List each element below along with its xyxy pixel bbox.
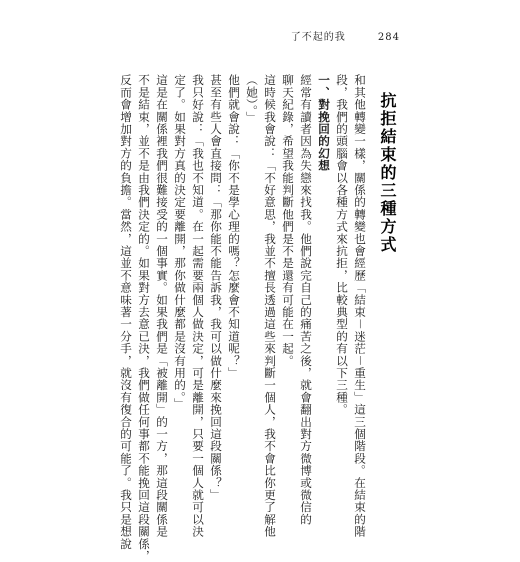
section-heading: 一、對挽回的幻想 bbox=[317, 74, 331, 172]
text-column: 不是結束，並不是由我們決定的。如果對方去意已決，我們做任何事都不能挽回這段關係， bbox=[137, 74, 151, 562]
text-column: 甚至有些人會直接問：「那你能不能告訴我，我可以做什麼來挽回這段關係？」 bbox=[209, 74, 223, 501]
book-title: 了不起的我 bbox=[290, 32, 346, 43]
text-column: 我只好說：「我也不知道。在一起需要兩個人做決定，可是離開，只要一個人就可以決 bbox=[191, 74, 205, 538]
page-number: 284 bbox=[377, 32, 400, 43]
running-header bbox=[291, 28, 400, 43]
text-column: 這是在關係裡我們很難接受的一個事實。如果我們是「被離開」的一方，那這段關係是 bbox=[155, 74, 169, 538]
text-column: 經常有讀者因為失戀來找我。他們說完自己的痛苦之後，就會翻出對方微博或微信的 bbox=[299, 74, 313, 526]
text-column: 和其他轉變一樣，關係的轉變也會經歷「結束－迷茫－重生」這三個階段。在結束的階 bbox=[353, 74, 367, 538]
text-column: 反而會增加對方的負擔。當然，這並不意味著一分手，就沒有復合的可能了。我只是想說 bbox=[119, 74, 133, 550]
text-column: 定了。如果對方真的決定要離開，那你做什麼都是沒有用的。」 bbox=[173, 74, 187, 410]
text-column: 這時候我會說：「不好意思，我並不擅長透過這些來判斷一個人，我不會比你更了解他 bbox=[263, 74, 277, 538]
chapter-title: 抗拒結束的三種方式 bbox=[378, 92, 397, 254]
text-column: 段，我們的頭腦會以各種方式來抗拒，比較典型的有以下三種。 bbox=[335, 74, 349, 416]
text-column: 聊天紀錄，希望我能判斷他們是不是還有可能在一起。 bbox=[281, 74, 295, 367]
text-column: （她）。」 bbox=[245, 74, 259, 124]
text-column: 他們就會說：「你不是學心理的嗎？怎麼會不知道呢？」 bbox=[227, 74, 241, 379]
